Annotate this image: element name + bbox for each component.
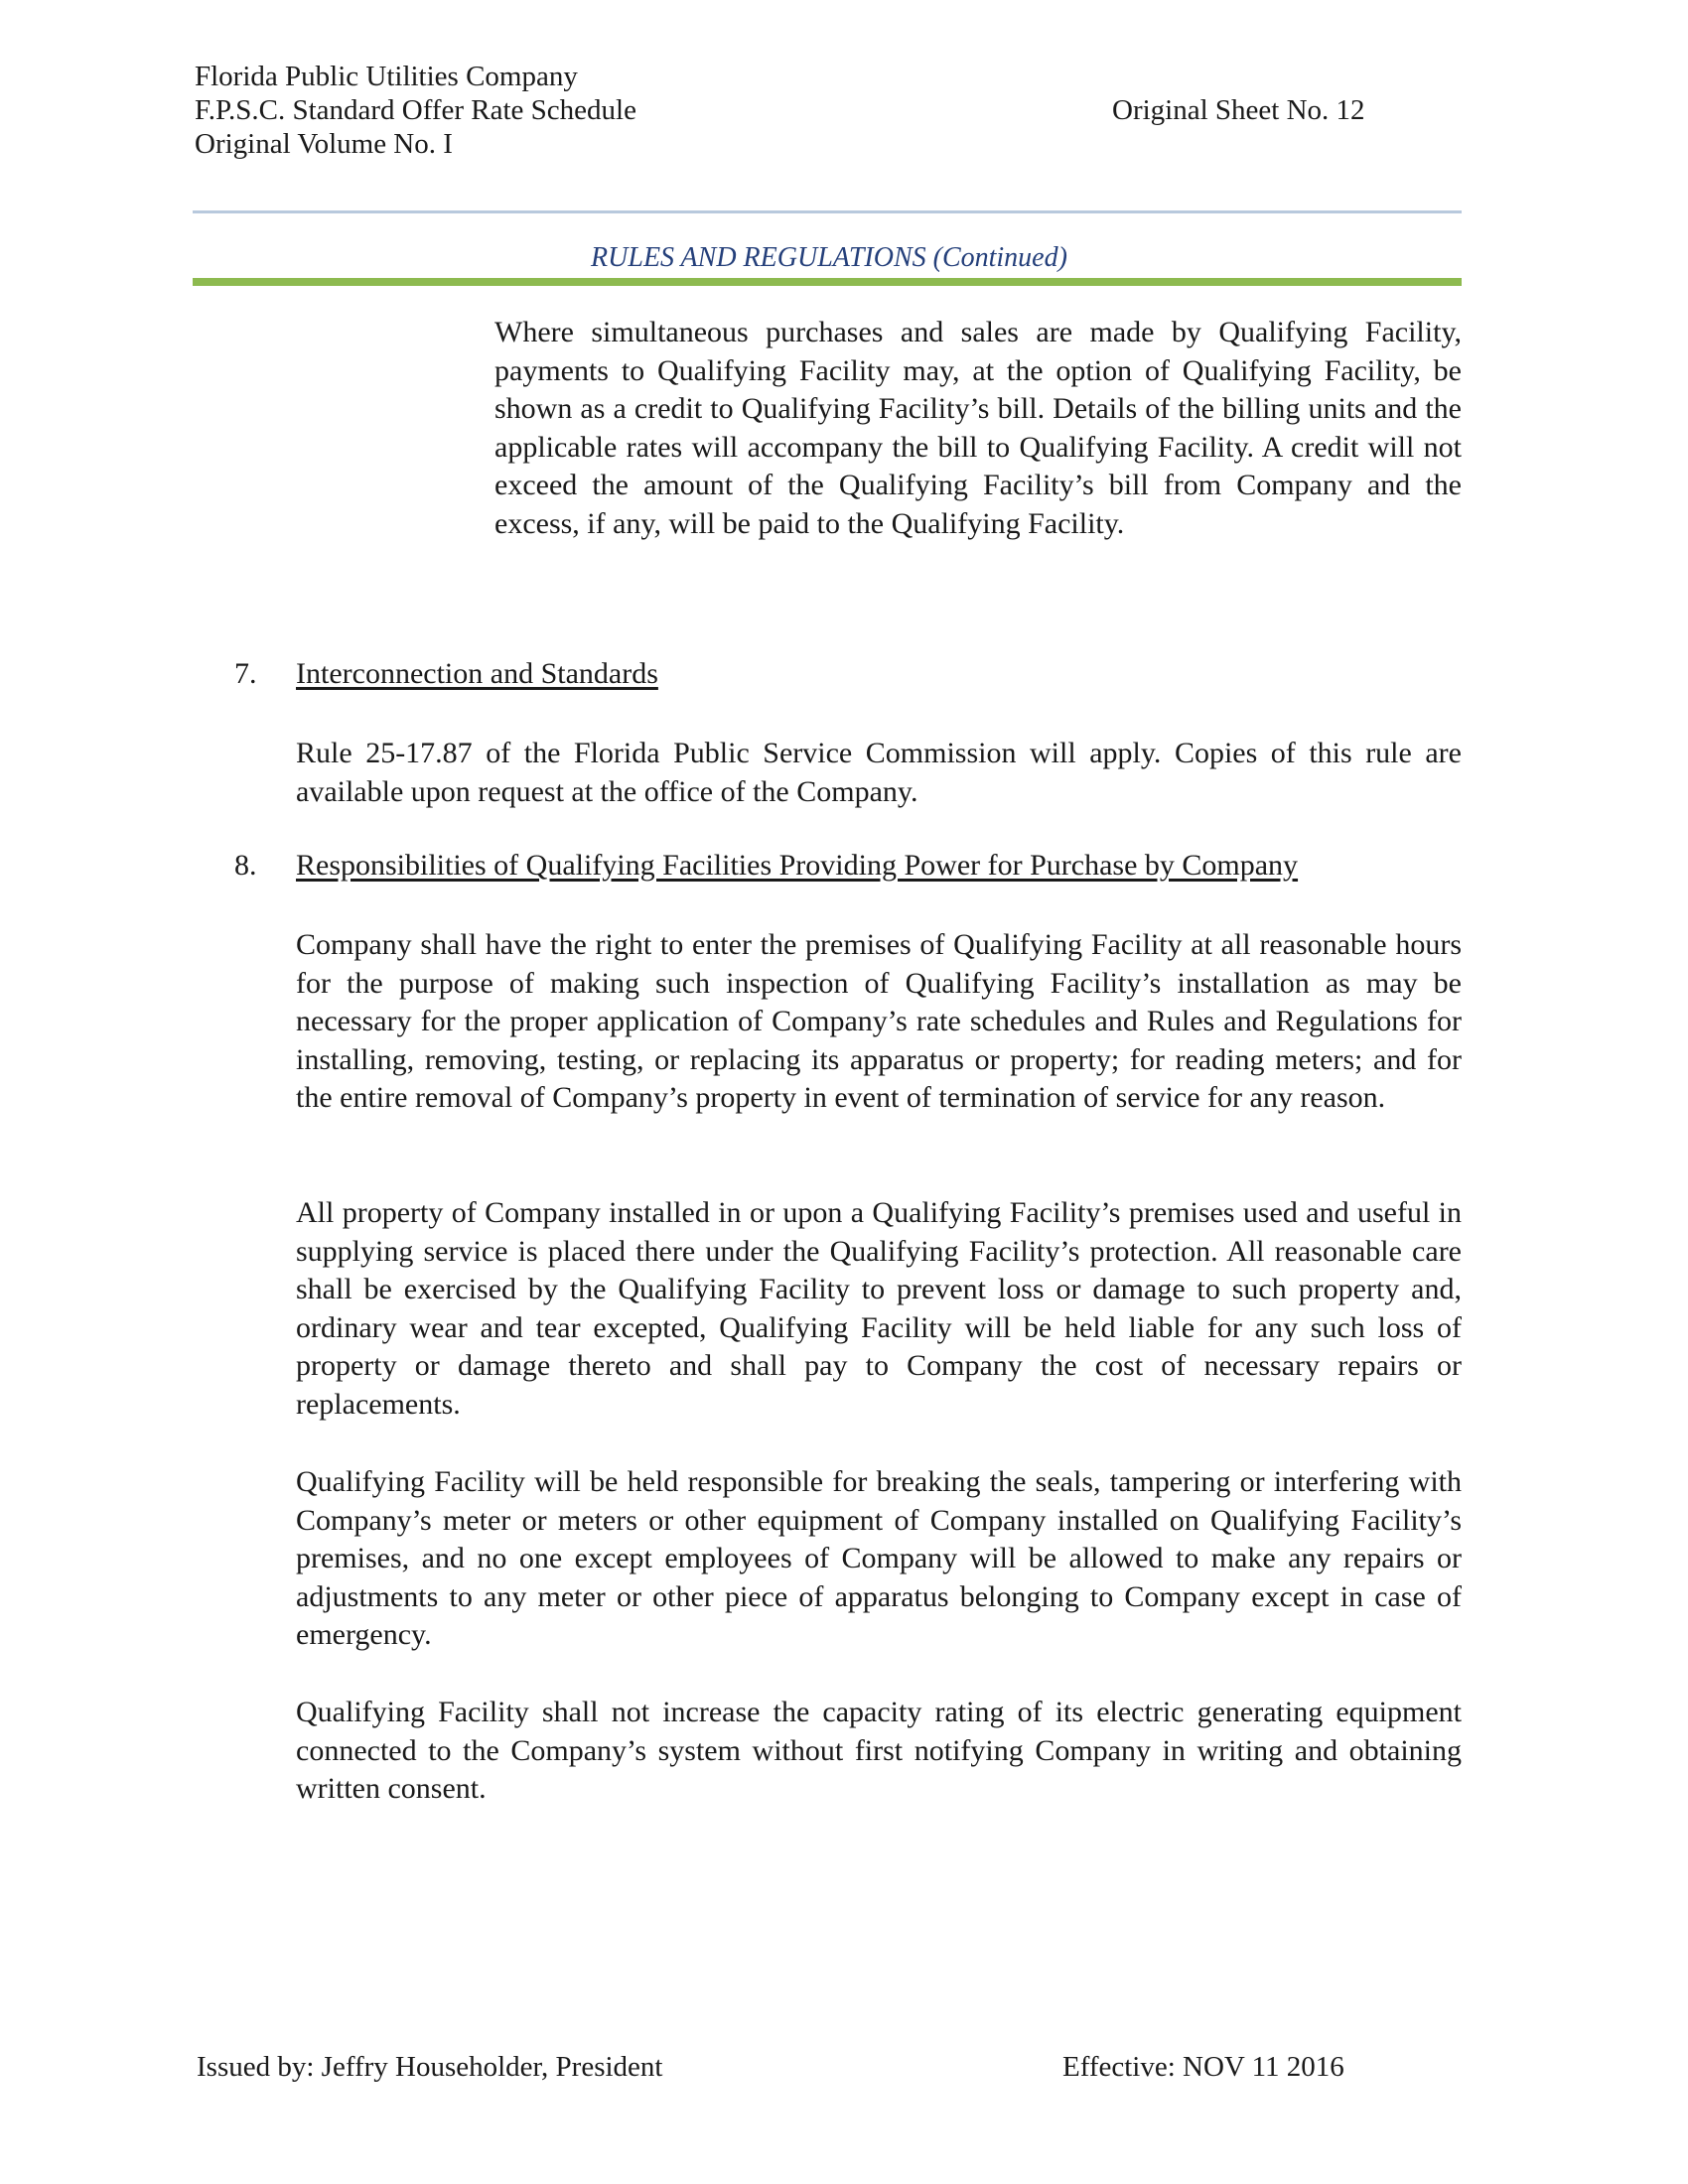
item-7-paragraph: Rule 25-17.87 of the Florida Public Service Commission will apply. Copies of this rule are available upon request at the office of the Company. — [296, 737, 1462, 808]
header-block — [195, 60, 636, 161]
item-8-paragraph-2: All property of Company installed in or upon a Qualifying Facility’s premises used and useful in supplying service is placed there under the Qualifying Facility’s protection. All reasonable care shall be exercised by the Qualifying Facility to prevent loss or damage to such property and, ordinary wear and tear excepted, Qualifying Facility will be held liable for any such loss of property or damage thereto and shall pay to Company the cost of necessary repairs or replacements. — [296, 1196, 1462, 1421]
company-name: Florida Public Utilities Company — [195, 61, 578, 92]
item-8-number: 8. — [234, 849, 257, 882]
volume-label: Original Volume No. I — [195, 128, 453, 160]
item-8-paragraph-1: Company shall have the right to enter the premises of Qualifying Facility at all reasonable hours for the purpose of making such inspection of Qualifying Facility’s installation as may be necessary for the proper application of Company’s rate schedules and Rules and Regulations for installing, removing, testing, or replacing its apparatus or property; for reading meters; and for the entire removal of Company’s property in event of termination of service for any reason. — [296, 928, 1462, 1114]
item-7-heading: Interconnection and Standards — [296, 657, 658, 690]
item-8-paragraph-3: Qualifying Facility will be held responsible for breaking the seals, tampering or interfering with Company’s meter or meters or other equipment of Company installed on Qualifying Facility’s premises, and no one except employees of Company will be allowed to make any repairs or adjustments to any meter or other piece of apparatus belonging to Company except in case of emergency. — [296, 1465, 1462, 1651]
intro-paragraph: Where simultaneous purchases and sales are made by Qualifying Facility, payments to Qualifying Facility may, at the option of Qualifying Facility, be shown as a credit to Qualifying Facility’s bill. Details of the billing units and the applicable rates will accompany the bill to Qualifying Facility. A credit will not exceed the amount of the Qualifying Facility’s bill from Company and the excess, if any, will be paid to the Qualifying Facility. — [494, 316, 1462, 540]
item-8-heading: Responsibilities of Qualifying Facilities Providing Power for Purchase by Company — [296, 849, 1299, 882]
section-divider — [193, 278, 1462, 286]
item-8-paragraph-4: Qualifying Facility shall not increase the capacity rating of its electric generating equipment connected to the Company’s system without first notifying Company in writing and obtaining written consent. — [296, 1696, 1462, 1805]
rate-schedule-title: F.P.S.C. Standard Offer Rate Schedule — [195, 94, 636, 126]
header-divider — [193, 210, 1462, 213]
section-title: RULES AND REGULATIONS (Continued) — [591, 242, 1067, 273]
issued-by: Issued by: Jeffry Householder, President — [197, 2051, 663, 2083]
effective-date: Effective: NOV 11 2016 — [1062, 2051, 1344, 2083]
sheet-number: Original Sheet No. 12 — [1112, 94, 1365, 126]
item-7-number: 7. — [234, 657, 257, 690]
